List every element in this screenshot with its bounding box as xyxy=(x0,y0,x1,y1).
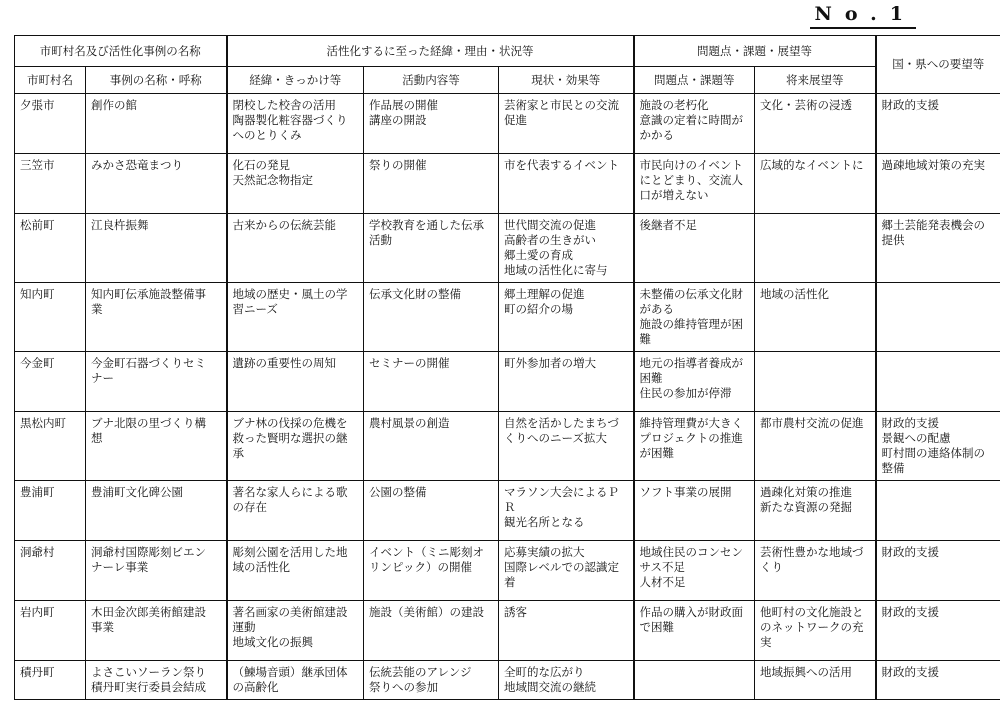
case-name-cell-text: 今金町石器づくりセミ ナー xyxy=(91,356,206,385)
activity-cell-text: 伝承文化財の整備 xyxy=(369,287,461,301)
outlook-cell xyxy=(755,283,876,352)
case-name-cell-text: みかさ恐竜まつり xyxy=(91,158,183,172)
issues-cell xyxy=(634,214,755,283)
table-row xyxy=(15,214,1000,283)
case-name-cell xyxy=(86,214,227,283)
case-name-cell xyxy=(86,601,227,661)
origin-cell xyxy=(227,283,364,352)
header-group-issues: 問題点・課題・展望等 xyxy=(634,36,876,67)
municipality-cell xyxy=(15,94,86,154)
outlook-cell-text: 他町村の文化施設と のネットワークの充 実 xyxy=(760,605,864,649)
outlook-cell-text: 広域的なイベントに xyxy=(760,158,864,172)
header-activity: 活動内容等 xyxy=(364,67,499,94)
activity-cell-text: 学校教育を通した伝承 活動 xyxy=(369,218,484,247)
case-table xyxy=(14,35,1000,700)
case-name-cell xyxy=(86,352,227,412)
case-name-cell-text: 江良杵振舞 xyxy=(91,218,149,232)
request-cell-text: 財政的支援 xyxy=(881,605,940,619)
outlook-cell xyxy=(755,94,876,154)
effect-cell-text: 自然を活かしたまちづ くりへのニーズ拡大 xyxy=(504,416,619,445)
issues-cell xyxy=(634,154,755,214)
issues-cell-text: ソフト事業の展開 xyxy=(639,485,732,499)
case-name-cell xyxy=(86,283,227,352)
activity-cell xyxy=(364,661,499,700)
origin-cell xyxy=(227,154,364,214)
origin-cell xyxy=(227,214,364,283)
request-cell-text: 過疎地域対策の充実 xyxy=(881,158,986,172)
table-row xyxy=(15,412,1000,481)
issues-cell xyxy=(634,661,755,700)
activity-cell xyxy=(364,154,499,214)
case-name-cell xyxy=(86,412,227,481)
issues-cell-text: 地元の指導者養成が 困難 住民の参加が停滞 xyxy=(639,356,744,400)
header-effect: 現状・効果等 xyxy=(499,67,634,94)
activity-cell xyxy=(364,412,499,481)
table-row xyxy=(15,481,1000,541)
outlook-cell-text: 芸術性豊かな地域づ くり xyxy=(760,545,864,574)
effect-cell xyxy=(499,283,634,352)
municipality-cell-text: 岩内町 xyxy=(20,605,55,619)
case-name-cell xyxy=(86,661,227,700)
activity-cell-text: 祭りの開催 xyxy=(369,158,427,172)
activity-cell-text: イベント（ミニ彫刻オ リンピック）の開催 xyxy=(369,545,484,574)
header-origin: 経緯・きっかけ等 xyxy=(227,67,364,94)
outlook-cell xyxy=(755,541,876,601)
issues-cell-text: 地域住民のコンセン サス不足 人材不足 xyxy=(639,545,744,589)
header-group-background: 活性化するに至った経緯・理由・状況等 xyxy=(227,36,634,67)
municipality-cell xyxy=(15,541,86,601)
table-row xyxy=(15,541,1000,601)
header-group-names: 市町村名及び活性化事例の名称 xyxy=(15,36,227,67)
outlook-cell xyxy=(755,601,876,661)
outlook-cell xyxy=(755,154,876,214)
municipality-cell-text: 今金町 xyxy=(20,356,55,370)
case-name-cell-text: 創作の館 xyxy=(91,98,137,112)
effect-cell xyxy=(499,352,634,412)
issues-cell-text: 市民向けのイベント にとどまり、交流人 口が増えない xyxy=(639,158,744,202)
issues-cell xyxy=(634,283,755,352)
issues-cell-text: 施設の老朽化 意識の定着に時間が かかる xyxy=(639,98,744,142)
request-cell xyxy=(876,661,1000,700)
request-cell xyxy=(876,283,1000,352)
request-cell-text: 財政的支援 xyxy=(881,665,940,679)
municipality-cell-text: 積丹町 xyxy=(20,665,55,679)
municipality-cell-text: 夕張市 xyxy=(20,98,55,112)
outlook-cell xyxy=(755,481,876,541)
effect-cell xyxy=(499,661,634,700)
municipality-cell-text: 豊浦町 xyxy=(20,485,55,499)
municipality-cell xyxy=(15,661,86,700)
effect-cell-text: 応募実績の拡大 国際レベルでの認識定 着 xyxy=(504,545,619,589)
request-cell-text: 郷土芸能発表機会の 提供 xyxy=(881,218,986,247)
activity-cell xyxy=(364,283,499,352)
municipality-cell xyxy=(15,352,86,412)
request-cell-text: 財政的支援 景観への配慮 町村間の連絡体制の 整備 xyxy=(881,416,986,475)
outlook-cell-text: 都市農村交流の促進 xyxy=(760,416,864,430)
header-case-name: 事例の名称・呼称 xyxy=(86,67,227,94)
outlook-cell xyxy=(755,352,876,412)
header-outlook: 将来展望等 xyxy=(755,67,876,94)
activity-cell-text: セミナーの開催 xyxy=(369,356,450,370)
outlook-cell xyxy=(755,412,876,481)
document-number: No.1 xyxy=(810,2,916,29)
activity-cell xyxy=(364,601,499,661)
issues-cell-text: 後継者不足 xyxy=(639,218,698,232)
request-cell xyxy=(876,352,1000,412)
activity-cell-text: 農村風景の創造 xyxy=(369,416,450,430)
issues-cell-text: 作品の購入が財政面 で困難 xyxy=(639,605,744,634)
origin-cell xyxy=(227,481,364,541)
municipality-cell-text: 三笠市 xyxy=(20,158,55,172)
activity-cell xyxy=(364,214,499,283)
header-issues: 問題点・課題等 xyxy=(634,67,755,94)
issues-cell xyxy=(634,541,755,601)
origin-cell-text: 化石の発見 天然記念物指定 xyxy=(232,158,313,187)
issues-cell xyxy=(634,601,755,661)
activity-cell xyxy=(364,94,499,154)
case-name-cell xyxy=(86,481,227,541)
outlook-cell xyxy=(755,214,876,283)
issues-cell xyxy=(634,94,755,154)
issues-cell xyxy=(634,352,755,412)
effect-cell-text: 全町的な広がり 地域間交流の継続 xyxy=(504,665,596,694)
origin-cell xyxy=(227,601,364,661)
issues-cell-text: 未整備の伝承文化財 がある 施設の維持管理が困 難 xyxy=(639,287,744,346)
origin-cell xyxy=(227,94,364,154)
issues-cell xyxy=(634,412,755,481)
origin-cell-text: 地域の歴史・風土の学 習ニーズ xyxy=(232,287,348,316)
case-name-cell-text: よさこいソーラン祭り 積丹町実行委員会結成 xyxy=(91,665,206,694)
municipality-cell xyxy=(15,481,86,541)
effect-cell xyxy=(499,541,634,601)
case-name-cell xyxy=(86,94,227,154)
effect-cell-text: 市を代表するイベント xyxy=(504,158,619,172)
table-row xyxy=(15,283,1000,352)
effect-cell-text: 世代間交流の促進 高齢者の生きがい 郷土愛の育成 地域の活性化に寄与 xyxy=(504,218,608,277)
origin-cell-text: 著名な家人らによる歌 の存在 xyxy=(232,485,348,514)
table-row xyxy=(15,94,1000,154)
request-cell xyxy=(876,481,1000,541)
origin-cell-text: ブナ林の伐採の危機を 救った賢明な選択の継 承 xyxy=(232,416,348,460)
municipality-cell-text: 松前町 xyxy=(20,218,55,232)
request-cell xyxy=(876,94,1000,154)
activity-cell xyxy=(364,541,499,601)
outlook-cell-text: 地域振興への活用 xyxy=(760,665,853,679)
origin-cell-text: （鰊場音頭）継承団体 の高齢化 xyxy=(232,665,348,694)
origin-cell xyxy=(227,541,364,601)
case-name-cell-text: 豊浦町文化碑公園 xyxy=(91,485,183,499)
municipality-cell-text: 知内町 xyxy=(20,287,55,301)
origin-cell-text: 遺跡の重要性の周知 xyxy=(232,356,336,370)
table-row xyxy=(15,154,1000,214)
request-cell xyxy=(876,601,1000,661)
case-name-cell-text: 知内町伝承施設整備事 業 xyxy=(91,287,206,316)
case-name-cell-text: ブナ北限の里づくり構 想 xyxy=(91,416,206,445)
effect-cell-text: マラソン大会によるＰ Ｒ 観光名所となる xyxy=(504,485,619,529)
origin-cell xyxy=(227,661,364,700)
municipality-cell xyxy=(15,601,86,661)
municipality-cell xyxy=(15,214,86,283)
activity-cell-text: 公園の整備 xyxy=(369,485,427,499)
table-row xyxy=(15,352,1000,412)
case-name-cell xyxy=(86,541,227,601)
effect-cell xyxy=(499,601,634,661)
origin-cell-text: 彫刻公園を活用した地 域の活性化 xyxy=(232,545,348,574)
outlook-cell-text: 地域の活性化 xyxy=(760,287,830,301)
table-row xyxy=(15,601,1000,661)
origin-cell-text: 古来からの伝統芸能 xyxy=(232,218,336,232)
effect-cell xyxy=(499,481,634,541)
case-name-cell-text: 洞爺村国際彫刻ビエン ナーレ事業 xyxy=(91,545,206,574)
issues-cell xyxy=(634,481,755,541)
municipality-cell xyxy=(15,154,86,214)
effect-cell xyxy=(499,412,634,481)
activity-cell-text: 伝統芸能のアレンジ 祭りへの参加 xyxy=(369,665,472,694)
request-cell xyxy=(876,541,1000,601)
case-name-cell xyxy=(86,154,227,214)
municipality-cell xyxy=(15,283,86,352)
origin-cell xyxy=(227,352,364,412)
request-cell xyxy=(876,214,1000,283)
effect-cell xyxy=(499,154,634,214)
table-row xyxy=(15,661,1000,700)
outlook-cell-text: 文化・芸術の浸透 xyxy=(760,98,853,112)
issues-cell-text: 維持管理費が大きく プロジェクトの推進 が困難 xyxy=(639,416,744,460)
outlook-cell xyxy=(755,661,876,700)
header-municipality: 市町村名 xyxy=(15,67,86,94)
activity-cell xyxy=(364,481,499,541)
effect-cell xyxy=(499,94,634,154)
effect-cell-text: 誘客 xyxy=(504,605,527,619)
effect-cell xyxy=(499,214,634,283)
request-cell-text: 財政的支援 xyxy=(881,545,940,559)
header-requests: 国・県への要望等 xyxy=(876,36,1000,94)
effect-cell-text: 芸術家と市民との交流 促進 xyxy=(504,98,619,127)
origin-cell xyxy=(227,412,364,481)
case-name-cell-text: 木田金次郎美術館建設 事業 xyxy=(91,605,206,634)
request-cell xyxy=(876,154,1000,214)
municipality-cell-text: 洞爺村 xyxy=(20,545,55,559)
origin-cell-text: 閉校した校舎の活用 陶器製化粧容器づくり へのとりくみ xyxy=(232,98,348,142)
request-cell xyxy=(876,412,1000,481)
origin-cell-text: 著名画家の美術館建設 運動 地域文化の振興 xyxy=(232,605,348,649)
municipality-cell xyxy=(15,412,86,481)
request-cell-text: 財政的支援 xyxy=(881,98,940,112)
activity-cell xyxy=(364,352,499,412)
effect-cell-text: 郷土理解の促進 町の紹介の場 xyxy=(504,287,585,316)
municipality-cell-text: 黒松内町 xyxy=(20,416,66,430)
outlook-cell-text: 過疎化対策の推進 新たな資源の発掘 xyxy=(760,485,853,514)
effect-cell-text: 町外参加者の増大 xyxy=(504,356,596,370)
activity-cell-text: 作品展の開催 講座の開設 xyxy=(369,98,438,127)
activity-cell-text: 施設（美術館）の建設 xyxy=(369,605,484,619)
